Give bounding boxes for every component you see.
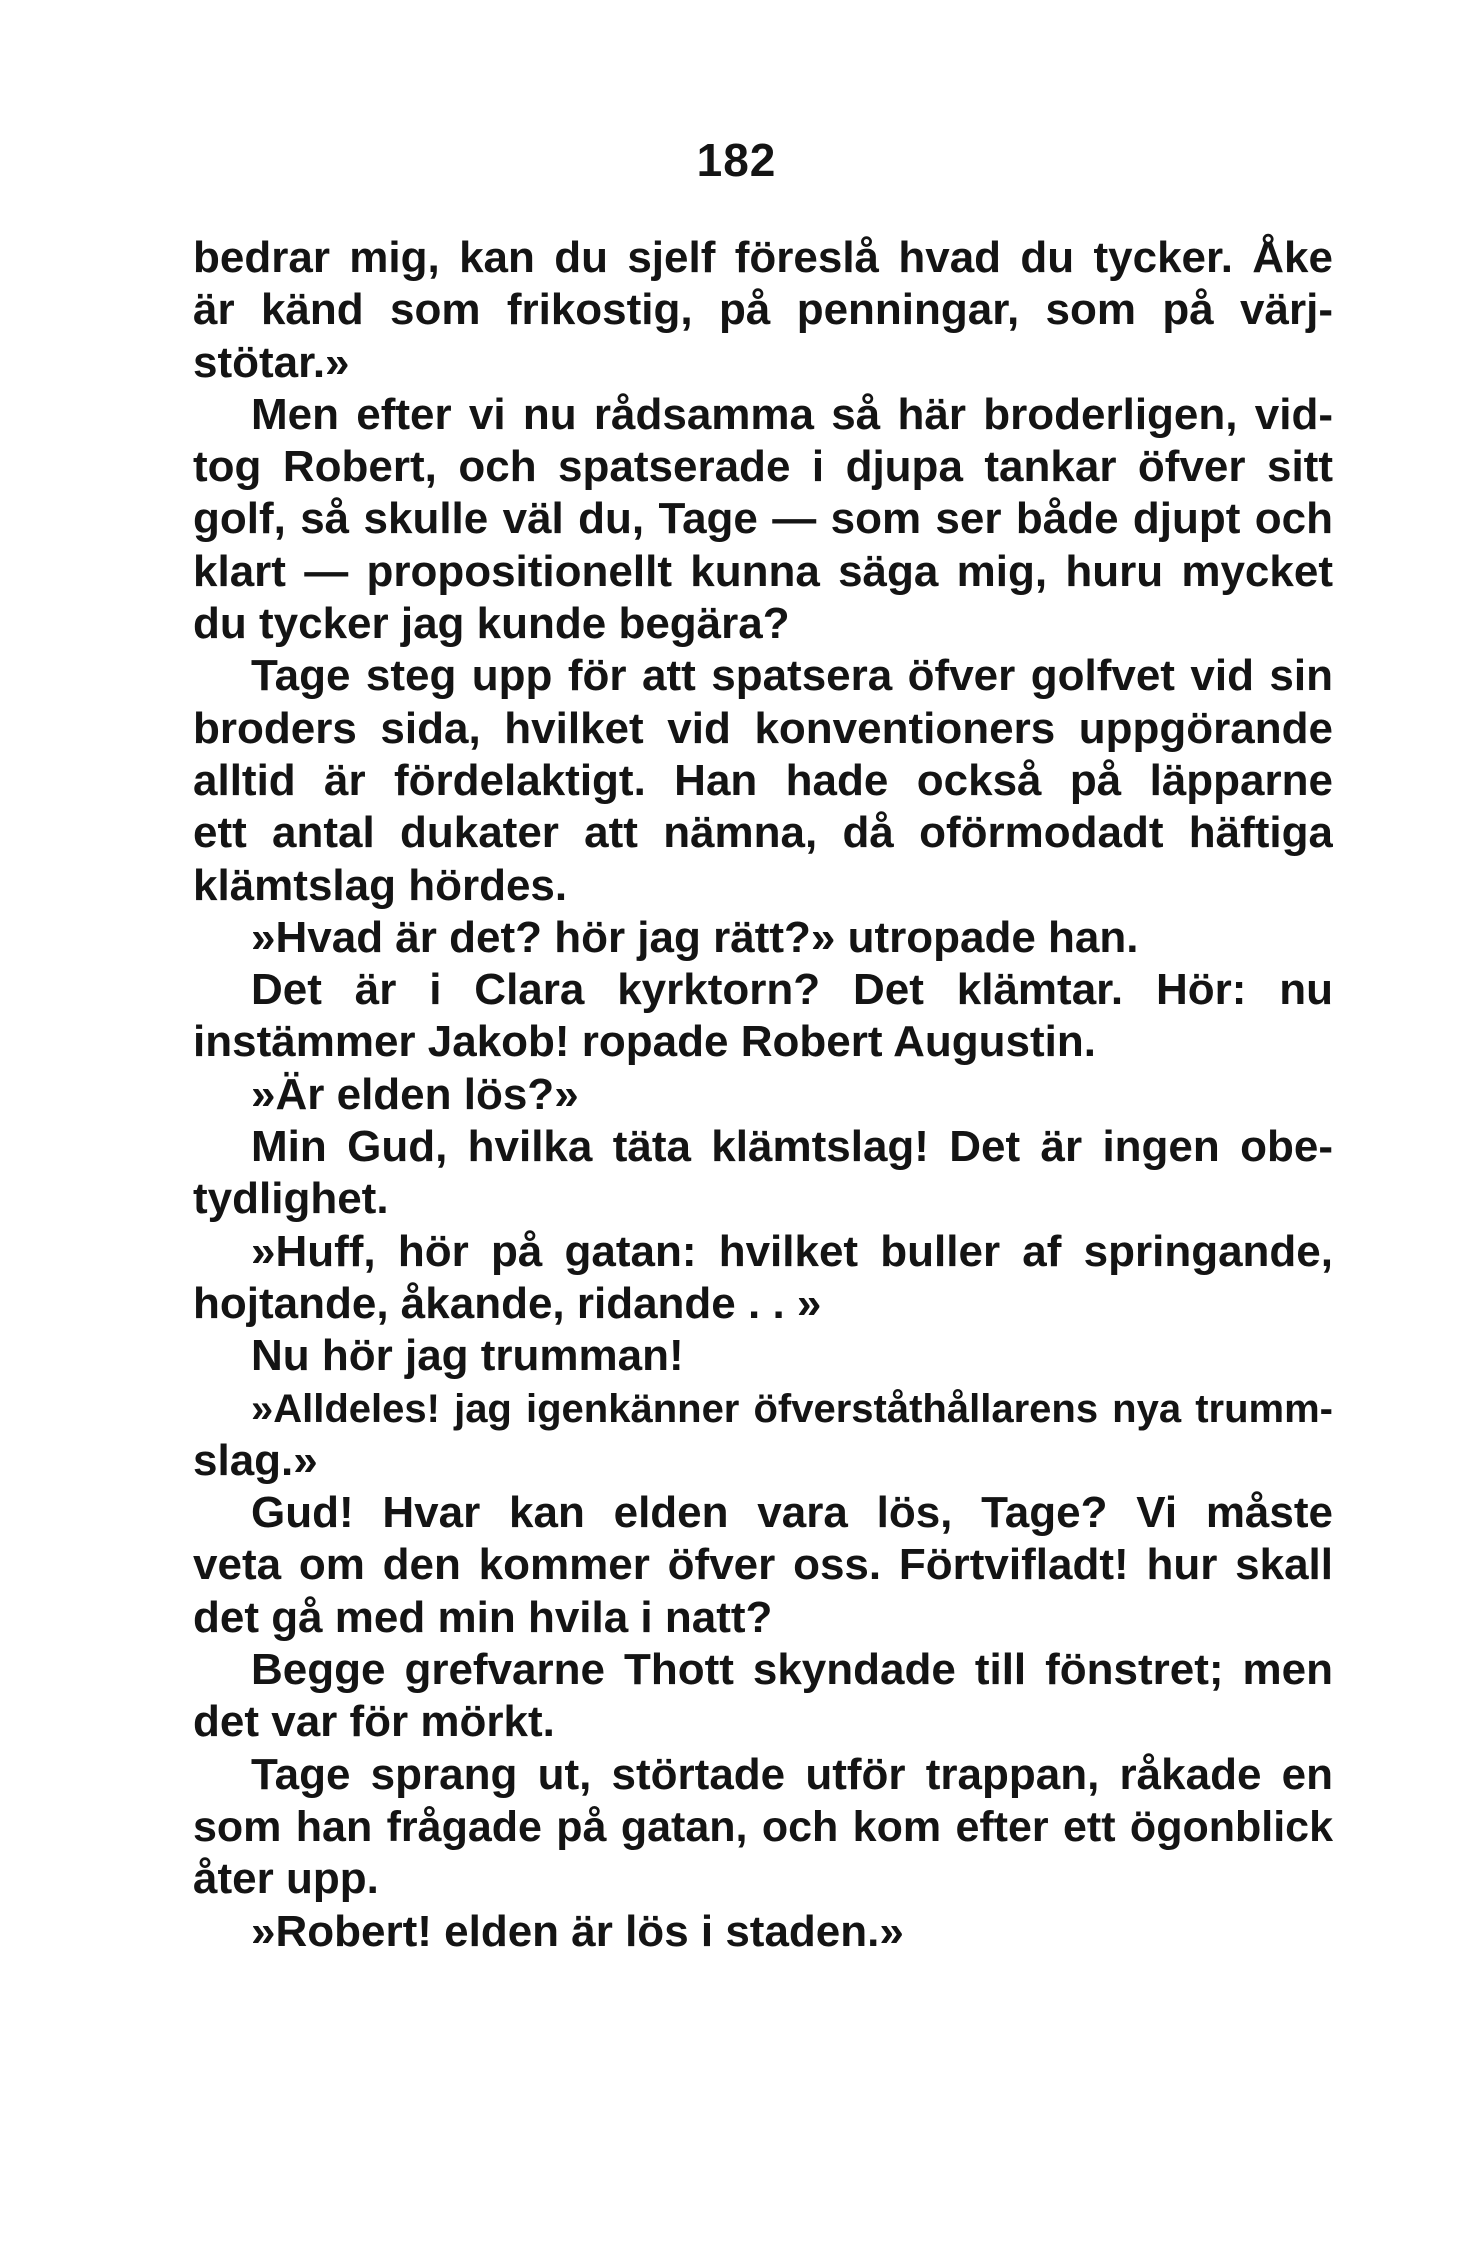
text-line: Min Gud, hvilka täta klämtslag! Det är ingen obe- xyxy=(251,1122,1333,1172)
text-line: ett antal dukater att nämna, då oförmodadt häftiga xyxy=(193,808,1333,858)
text-line: hojtande, åkande, ridande . . » xyxy=(193,1278,822,1328)
text-line: »Alldeles! jag igenkänner öfverståthållarens nya trumm- xyxy=(251,1386,1333,1431)
text-line: »Robert! elden är lös i staden.» xyxy=(251,1906,904,1956)
text-line: Tage sprang ut, störtade utför trappan, råkade en xyxy=(251,1749,1333,1799)
text-line: åter upp. xyxy=(193,1854,379,1904)
text-line: tydlighet. xyxy=(193,1174,389,1224)
text-line: veta om den kommer öfver oss. Förtvifladt! hur skall xyxy=(193,1540,1333,1590)
text-line: stötar.» xyxy=(193,337,350,387)
text-line: det gå med min hvila i natt? xyxy=(193,1592,773,1642)
text-line: »Är elden lös?» xyxy=(251,1069,579,1119)
text-line: »Hvad är det? hör jag rätt?» utropade han. xyxy=(251,912,1139,962)
text-line: tog Robert, och spatserade i djupa tankar öfver sitt xyxy=(193,442,1333,492)
text-line: Tage steg upp för att spatsera öfver golfvet vid sin xyxy=(251,651,1333,701)
text-line: som han frågade på gatan, och kom efter ett ögonblick xyxy=(193,1802,1333,1851)
text-line: klämtslag hördes. xyxy=(193,860,568,910)
text-line: du tycker jag kunde begära? xyxy=(193,599,790,649)
text-line: alltid är fördelaktigt. Han hade också på läpparne xyxy=(193,755,1333,805)
text-line: bedrar mig, kan du sjelf föreslå hvad du tycker. Åke xyxy=(193,233,1333,282)
text-line: Men efter vi nu rådsamma så här broderligen, vid- xyxy=(251,389,1333,439)
text-line: Gud! Hvar kan elden vara lös, Tage? Vi måste xyxy=(251,1488,1333,1538)
text-line: slag.» xyxy=(193,1435,318,1485)
text-line: Nu hör jag trumman! xyxy=(251,1331,684,1381)
text-line: »Huff, hör på gatan: hvilket buller af springande, xyxy=(251,1226,1333,1276)
text-line: Begge grefvarne Thott skyndade till fönstret; men xyxy=(251,1645,1333,1695)
text-line: det var för mörkt. xyxy=(193,1697,555,1747)
text-line: instämmer Jakob! ropade Robert Augustin. xyxy=(193,1017,1096,1067)
text-line: Det är i Clara kyrktorn? Det klämtar. Hör: nu xyxy=(251,965,1333,1015)
text-line: golf, så skulle väl du, Tage — som ser både djupt och xyxy=(193,494,1333,544)
body-text xyxy=(193,232,1333,1958)
page-number: 182 xyxy=(696,134,777,186)
text-line: är känd som frikostig, på penningar, som på värj- xyxy=(193,285,1333,335)
text-line: klart — propositionellt kunna säga mig, huru mycket xyxy=(193,546,1333,596)
text-line: broders sida, hvilket vid konventioners uppgörande xyxy=(193,703,1333,753)
